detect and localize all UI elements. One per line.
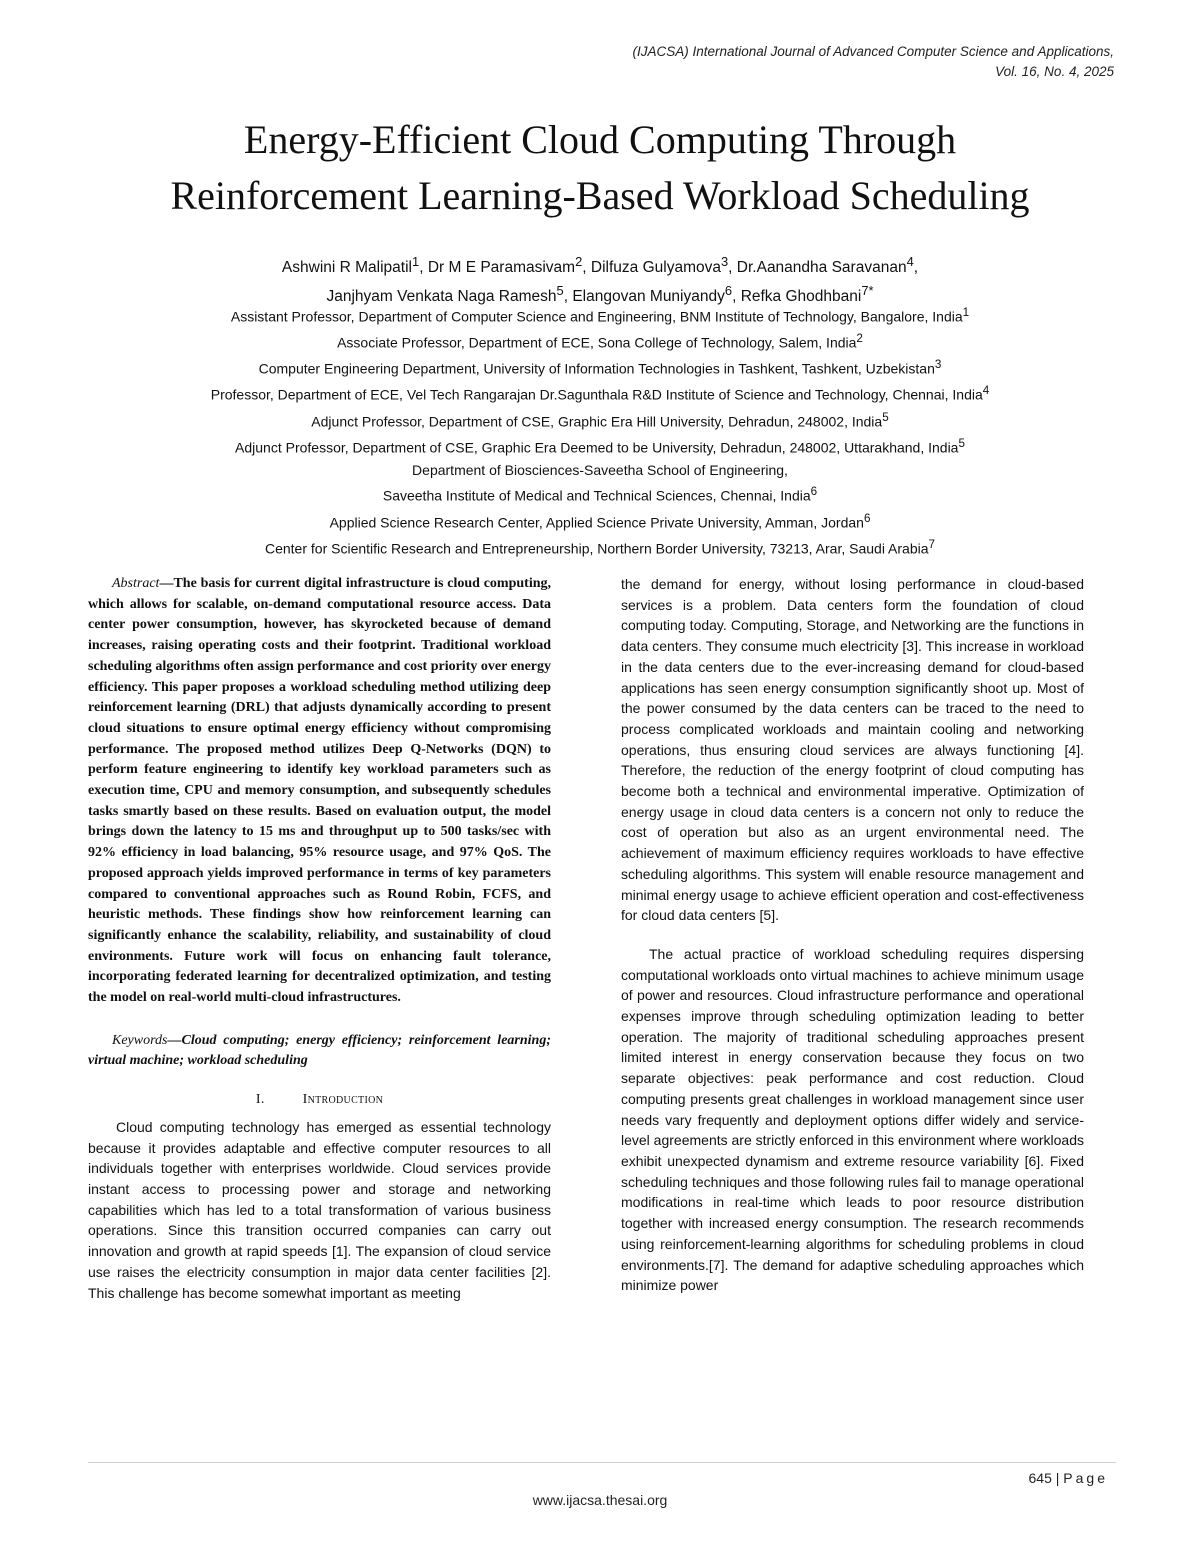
author-name: Refka Ghodhbani <box>740 288 862 306</box>
page-word: Page <box>1063 1470 1108 1486</box>
journal-header <box>632 42 1114 82</box>
author-line-2: Janjhyam Venkata Naga Ramesh$^5$, Elangovan Muniyandy$^6$, Refka Ghodhbani$^{7*}$ <box>326 283 874 306</box>
author-name: Ashwini R Malipatil <box>281 259 412 277</box>
page-number-value: 645 <box>1028 1470 1052 1486</box>
journal-name: (IJACSA) International Journal of Advanced Computer Science and Applications, <box>632 44 1114 59</box>
author-line-1: Ashwini R Malipatil$^1$, Dr M E Paramasivam$^2$, Dilfuza Gulyamova$^3$, Dr.Aanandha Saravanan$^4$, <box>281 254 919 277</box>
affiliation-text: Center for Scientific Research and Entrepreneurship, Northern Border University, 73213, Arar, Saudi Arabia <box>264 540 929 557</box>
affiliation-line <box>40 534 1160 560</box>
affiliation-sup: 5 <box>958 436 965 450</box>
author-sup: 5 <box>556 283 564 299</box>
affiliation-text: Department of Biosciences-Saveetha School of Engineering, <box>412 461 788 478</box>
affiliation-text: Adjunct Professor, Department of CSE, Graphic Era Deemed to be University, Dehradun, 248002, Uttarakhand, India <box>235 439 959 456</box>
affiliation-text: Saveetha Institute of Medical and Technical Sciences, Chennai, India <box>382 488 811 505</box>
author-sup: 6 <box>724 283 733 299</box>
affiliation-sup: 2 <box>856 332 863 346</box>
affiliation-sup: 3 <box>934 358 942 372</box>
section-number: I. <box>255 1092 265 1108</box>
abstract-label: Abstract <box>112 576 160 591</box>
affiliation-line <box>40 380 1160 406</box>
affiliation-line <box>40 459 1160 482</box>
paper-title-line-2: Reinforcement Learning-Based Workload Scheduling <box>170 173 1030 218</box>
right-column <box>621 574 1084 1296</box>
author-name: Dr.Aanandha Saravanan <box>736 259 907 277</box>
affiliation-text: Associate Professor, Department of ECE, Sona College of Technology, Salem, India <box>337 334 857 351</box>
affiliation-line <box>40 328 1160 354</box>
footer-divider <box>88 1462 1116 1463</box>
author-list <box>60 250 1140 308</box>
section-title: Introduction <box>302 1092 384 1108</box>
keywords <box>88 1031 551 1072</box>
affiliation-line <box>40 302 1160 328</box>
affiliation-line <box>40 481 1160 507</box>
author-sup: 3 <box>720 254 729 269</box>
author-sup: 1 <box>412 254 420 269</box>
affiliation-text: Professor, Department of ECE, Vel Tech Rangarajan Dr.Sagunthala R&D Institute of Science and Technology, Chennai, India <box>210 387 983 404</box>
body-paragraph-1: Cloud computing technology has emerged as essential technology because it provides adaptable and effective computer resources to all individuals together with enterprises worldwide. Cloud services provide instant access to processing power and storage and networking capabilities which has led to a total transformation of various business operations. Since this transition occurred companies can carry out innovation and growth at rapid speeds [1]. The expansion of cloud service use raises the electricity consumption in major data center facilities [2]. This challenge has become somewhat important as meeting <box>88 1118 551 1301</box>
author-name: Dilfuza Gulyamova <box>590 259 721 277</box>
author-sup: 7* <box>861 283 874 299</box>
body-paragraph-1-continued: the demand for energy, without losing performance in cloud-based services is a problem. Data centers form the foundation of cloud computing today. Computing, Storage, and Networking are the functions in data centers. They consume much electricity [3]. This increase in workload in the data centers due to the ever-increasing demand for cloud-based applications has seen energy consumption significantly shoot up. Most of the power consumed by the data centers can be traced to the need to process complicated workloads and maintain cooling and networking operations, thus ensuring cloud services are always functioning [4]. Therefore, the reduction of the energy footprint of cloud computing has become both a technical and environmental imperative. Optimization of energy usage in cloud data centers is a concern not only to reduce the cost of operation but also as an urgent environmental need. The achievement of maximum efficiency requires workloads to have effective scheduling algorithms. This system will enable resource management and minimal energy usage to achieve efficient operation and cost-effectiveness for cloud data centers [5]. <box>621 576 1084 924</box>
body-paragraph-2: The actual practice of workload scheduling requires dispersing computational workloads onto virtual machines to achieve minimum usage of power and resources. Cloud infrastructure performance and operational expenses improve through scheduling optimization leading to better operation. The majority of traditional scheduling approaches present limited interest in energy conservation because they focus on two separate objectives: peak performance and cost reduction. Cloud computing presents great challenges in workload management since user needs vary frequently and deployment options differ widely and service-level agreements are strictly enforced in this environment where workloads exhibit unexpected dynamism and extreme resource variability [6]. Fixed scheduling techniques and those following rules fail to manage operational modifications in real-time which leads to poor resource distribution together with increased energy consumption. The research recommends using reinforcement-learning algorithms for scheduling problems in cloud environments.[7]. The demand for adaptive scheduling approaches which minimize power <box>621 945 1084 1294</box>
paper-title-line-1: Energy-Efficient Cloud Computing Through <box>243 117 957 162</box>
author-name: Elangovan Muniyandy <box>572 288 725 306</box>
affiliation-line <box>40 508 1160 534</box>
affiliation-sup: 6 <box>863 511 871 525</box>
affiliation-line <box>40 407 1160 433</box>
abstract-text: —The basis for current digital infrastructure is cloud computing, which allows for scalable, on-demand computational resource access. Data center power consumption, however, has skyrocketed because of demand increases, raising operating costs and their footprint. Traditional workload scheduling algorithms often assign performance and cost priority over energy efficiency. This paper proposes a workload scheduling method utilizing deep reinforcement learning (DRL) that adjusts dynamically according to present cloud situations to ensure optimal energy efficiency without compromising performance. The proposed method utilizes Deep Q-Networks (DQN) to perform feature engineering to identify key workload parameters such as execution time, CPU and memory consumption, and subsequently schedules tasks smartly based on these results. Based on evaluation output, the model brings down the latency to 15 ms and throughput up to 500 tasks/sec with 92% efficiency in load balancing, 95% resource usage, and 97% QoS. The proposed approach yields improved performance in terms of key parameters compared to conventional approaches such as Round Robin, FCFS, and heuristic methods. These findings show how reinforcement learning can significantly enhance the scalability, reliability, and sustainability of cloud environments. Future work will focus on enhancing fault tolerance, incorporating federated learning for decentralized optimization, and testing the model on real-world multi-cloud infrastructures. <box>88 576 551 1006</box>
affiliation-text: Adjunct Professor, Department of CSE, Graphic Era Hill University, Dehradun, 248002, India <box>311 413 883 430</box>
author-name: Dr M E Paramasivam <box>427 259 576 277</box>
affiliation-list <box>40 302 1160 560</box>
page-separator: | <box>1055 1470 1060 1486</box>
affiliation-sup: 1 <box>962 306 970 319</box>
affiliation-sup: 7 <box>928 537 935 551</box>
section-heading-introduction <box>88 1090 551 1111</box>
affiliation-line <box>40 354 1160 380</box>
keywords-text: —Cloud computing; energy efficiency; reinforcement learning; virtual machine; workload scheduling <box>88 1032 551 1069</box>
affiliation-sup: 5 <box>882 410 889 424</box>
affiliation-sup: 4 <box>982 384 990 398</box>
affiliation-sup: 6 <box>810 485 818 499</box>
author-name: Janjhyam Venkata Naga Ramesh <box>326 288 557 306</box>
abstract <box>88 574 551 1009</box>
author-sup: 4 <box>906 254 914 269</box>
author-sup: 2 <box>575 254 583 269</box>
affiliation-line <box>40 433 1160 459</box>
journal-volume: Vol. 16, No. 4, 2025 <box>995 64 1114 79</box>
footer-website: www.ijacsa.thesai.org <box>532 1492 668 1508</box>
keywords-label: Keywords <box>112 1032 168 1048</box>
affiliation-text: Applied Science Research Center, Applied Science Private University, Amman, Jordan <box>329 514 864 531</box>
paper-title <box>60 112 1140 224</box>
affiliation-text: Computer Engineering Department, University of Information Technologies in Tashkent, Tashkent, Uzbekistan <box>258 360 935 377</box>
left-column <box>88 574 551 1303</box>
page-number <box>1029 1470 1108 1486</box>
affiliation-text: Assistant Professor, Department of Computer Science and Engineering, BNM Institute of Technology, Bangalore, India <box>230 308 963 325</box>
